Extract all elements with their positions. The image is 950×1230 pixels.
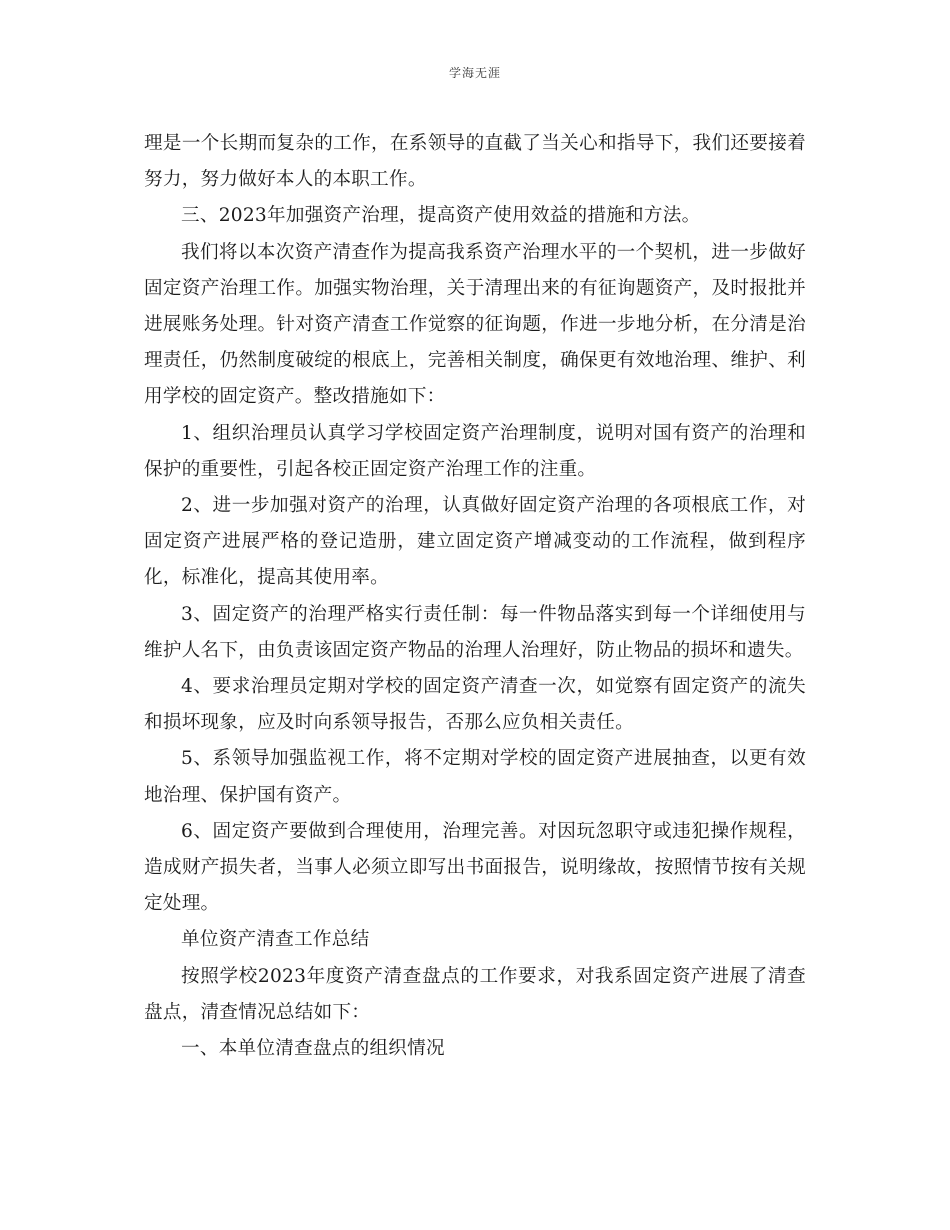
list-item-3: 3、固定资产的治理严格实行责任制：每一件物品落实到每一个详细使用与维护人名下，由负责该固定资产物品的治理人治理好，防止物品的损坏和遗失。: [144, 603, 806, 661]
paragraph-continuation: 理是一个长期而复杂的工作，在系领导的直截了当关心和指导下，我们还要接着努力，努力做好本人的本职工作。: [144, 133, 806, 191]
list-item-2: 2、进一步加强对资产的治理，认真做好固定资产治理的各项根底工作，对固定资产进展严格的登记造册，建立固定资产增减变动的工作流程，做到程序化，标准化，提高其使用率。: [144, 495, 806, 589]
document-body: [144, 126, 806, 1067]
list-item-5: 5、系领导加强监视工作，将不定期对学校的固定资产进展抽查，以更有效地治理、保护国有资产。: [144, 748, 806, 806]
paragraph-summary: 按照学校2023年度资产清查盘点的工作要求，对我系固定资产进展了清查盘点，清查情况总结如下：: [144, 965, 806, 1023]
list-item-6: 6、固定资产要做到合理使用，治理完善。对因玩忽职守或违犯操作规程，造成财产损失者，当事人必须立即写出书面报告，说明缘故，按照情节按有关规定处理。: [144, 820, 806, 915]
section-heading-measures: 三、2023年加强资产治理，提高资产使用效益的措施和方法。: [181, 205, 701, 227]
section-heading-organization: 一、本单位清查盘点的组织情况: [181, 1038, 445, 1060]
paragraph-intro: 我们将以本次资产清查作为提高我系资产治理水平的一个契机，进一步做好固定资产治理工作。加强实物治理，关于清理出来的有征询题资产，及时报批并进展账务处理。针对资产清查工作觉察的征询题，作进一步地分析，在分清是治理责任，仍然制度破绽的根底上，完善相关制度，确保更有效地治理、维护、利用学校的固定资产。整改措施如下：: [144, 241, 806, 408]
document-subtitle: 单位资产清查工作总结: [181, 929, 370, 951]
list-item-4: 4、要求治理员定期对学校的固定资产清查一次，如觉察有固定资产的流失和损坏现象，应及时向系领导报告，否那么应负相关责任。: [144, 676, 806, 734]
page-header: 学海无涯: [448, 66, 501, 80]
list-item-1: 1、组织治理员认真学习学校固定资产治理制度，说明对国有资产的治理和保护的重要性，引起各校正固定资产治理工作的注重。: [144, 422, 806, 480]
